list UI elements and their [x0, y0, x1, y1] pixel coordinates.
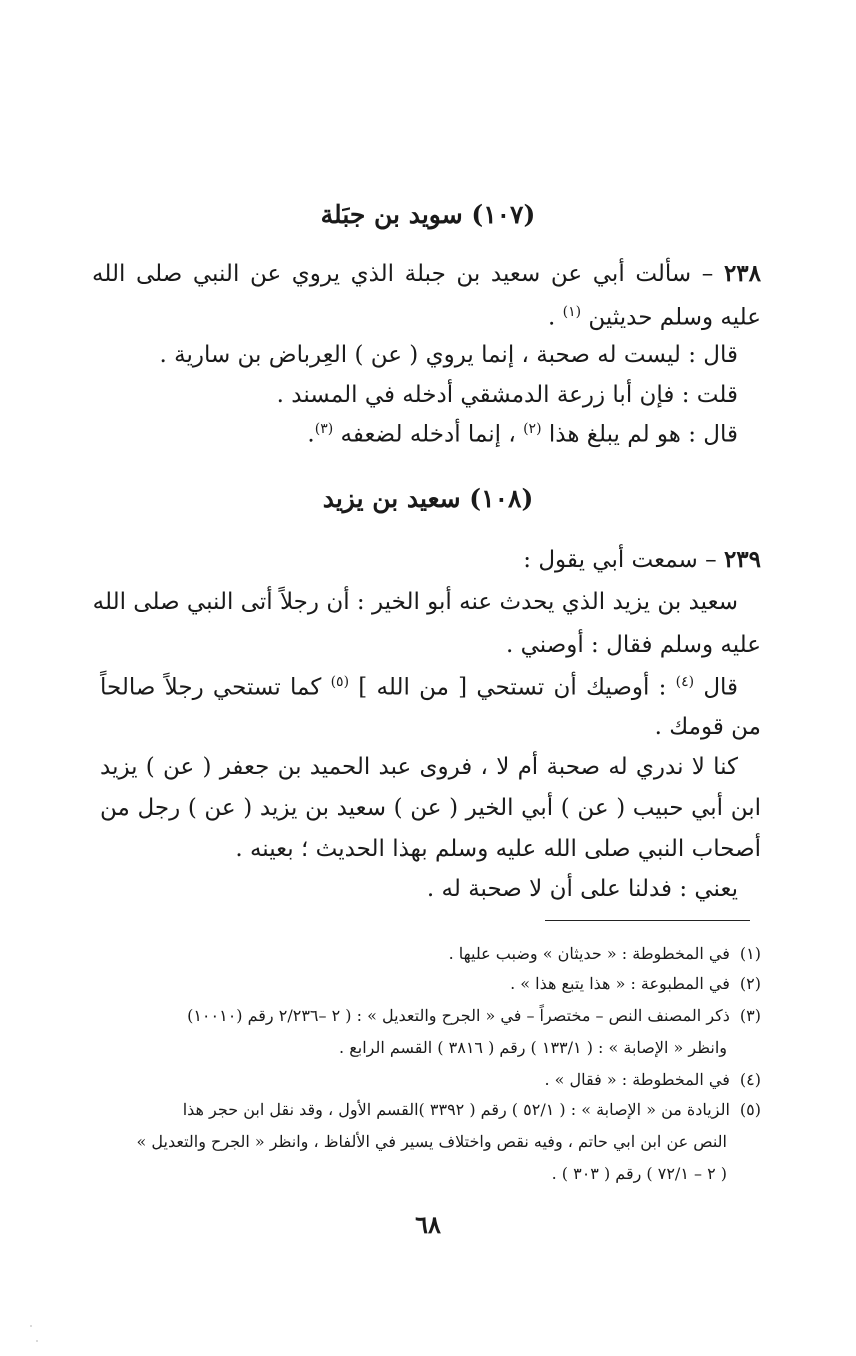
footnote-number: (١) — [739, 944, 761, 963]
entry-number: ٢٣٨ — [723, 260, 761, 287]
section-heading-108: (١٠٨) سعيد بن يزيد — [322, 484, 534, 513]
footnote-number: (٢) — [739, 974, 761, 993]
entry-number: ٢٣٩ — [723, 546, 761, 573]
entry-text: ، إنما أدخله لضعفه — [340, 421, 516, 448]
footnote-text: في المخطوطة : « فقال » . — [544, 1070, 730, 1089]
scan-speck — [30, 1325, 32, 1327]
footnote-text: في المطبوعة : « هذا يتبع هذا » . — [510, 974, 730, 993]
entry-text: عليه وسلم حديثين — [588, 304, 761, 331]
footnote-ref[interactable]: (٥) — [330, 674, 350, 690]
entry-238-line-1 — [92, 262, 761, 286]
entry-239-line-6: كنا لا ندري له صحبة أم لا ، فروى عبد الحميد بن جعفر ( عن ) يزيد — [100, 754, 738, 780]
footnote-number: (٣) — [739, 1006, 761, 1025]
footnote-2 — [510, 974, 761, 993]
entry-239-line-4 — [100, 675, 738, 700]
entry-text: – سمعت أبي يقول : — [523, 547, 717, 573]
entry-238-line-5 — [307, 422, 738, 447]
entry-text: قال — [703, 674, 739, 701]
entry-239-line-7: ابن أبي حبيب ( عن ) أبي الخير ( عن ) سعيد بن يزيد ( عن ) رجل من — [100, 795, 761, 821]
entry-238-line-3: قال : ليست له صحبة ، إنما يروي ( عن ) العِرباض بن سارية . — [159, 342, 738, 368]
footnote-4 — [545, 1070, 762, 1089]
footnote-number: (٥) — [739, 1100, 761, 1119]
footnote-5 — [183, 1100, 761, 1119]
footnote-text: ذكر المصنف النص – مختصراً – في « الجرح والتعديل » : ( ٢ –٢/٢٣٦ رقم (١٠٠١٠) — [187, 1006, 730, 1025]
footnote-number: (٤) — [739, 1070, 761, 1089]
entry-238-line-2 — [548, 305, 761, 330]
entry-text: قال : هو لم يبلغ هذا — [548, 421, 738, 448]
footnote-text: في المخطوطة : « حديثان » وضبب عليها . — [448, 944, 730, 963]
footnote-ref[interactable]: (٢) — [523, 421, 542, 437]
entry-239-line-3: عليه وسلم فقال : أوصني . — [505, 632, 761, 658]
entry-239-line-9: يعني : فدلنا على أن لا صحبة له . — [426, 876, 738, 902]
entry-text: . — [307, 421, 315, 448]
entry-text: – سألت أبي عن سعيد بن جبلة الذي يروي عن النبي صلى الله — [92, 261, 714, 287]
entry-text: : أوصيك أن تستحي [ من الله ] — [358, 674, 667, 701]
entry-text: . — [547, 304, 556, 331]
footnote-ref[interactable]: (١) — [562, 304, 582, 320]
footnote-divider — [545, 920, 750, 921]
footnote-3-continued: وانظر « الإصابة » : ( ١٣٣/١ ) رقم ( ٣٨١٦ ) القسم الرابع . — [339, 1038, 727, 1057]
footnote-5-continued-1: النص عن ابن ابي حاتم ، وفيه نقص واختلاف يسير في الألفاظ ، وانظر « الجرح والتعديل » — [136, 1132, 727, 1151]
entry-239-line-8: أصحاب النبي صلى الله عليه وسلم بهذا الحديث ؛ بعينه . — [235, 836, 761, 862]
footnote-ref[interactable]: (٤) — [675, 674, 695, 690]
entry-239-line-5: من قومك . — [654, 714, 761, 740]
footnote-3 — [187, 1006, 761, 1025]
footnote-1 — [449, 944, 761, 963]
entry-text: كما تستحي رجلاً صالحاً — [100, 674, 322, 701]
footnote-ref[interactable]: (٣) — [314, 421, 334, 437]
scan-speck — [36, 1340, 38, 1342]
entry-239-line-2: سعيد بن يزيد الذي يحدث عنه أبو الخير : أن رجلاً أتى النبي صلى الله — [92, 589, 738, 615]
footnote-5-continued-2: ( ٢ – ٧٢/١ ) رقم ( ٣٠٣ ) . — [551, 1164, 727, 1183]
footnote-text: الزيادة من « الإصابة » : ( ٥٢/١ ) رقم ( ٣٣٩٢ )القسم الأول ، وقد نقل ابن حجر هذا — [182, 1100, 730, 1119]
entry-239-line-1 — [523, 548, 761, 572]
entry-238-line-4: قلت : فإن أبا زرعة الدمشقي أدخله في المسند . — [276, 382, 738, 408]
section-heading-107: (١٠٧) سويد بن جبَلة — [320, 200, 536, 229]
page-number: ٦٨ — [415, 1210, 441, 1239]
